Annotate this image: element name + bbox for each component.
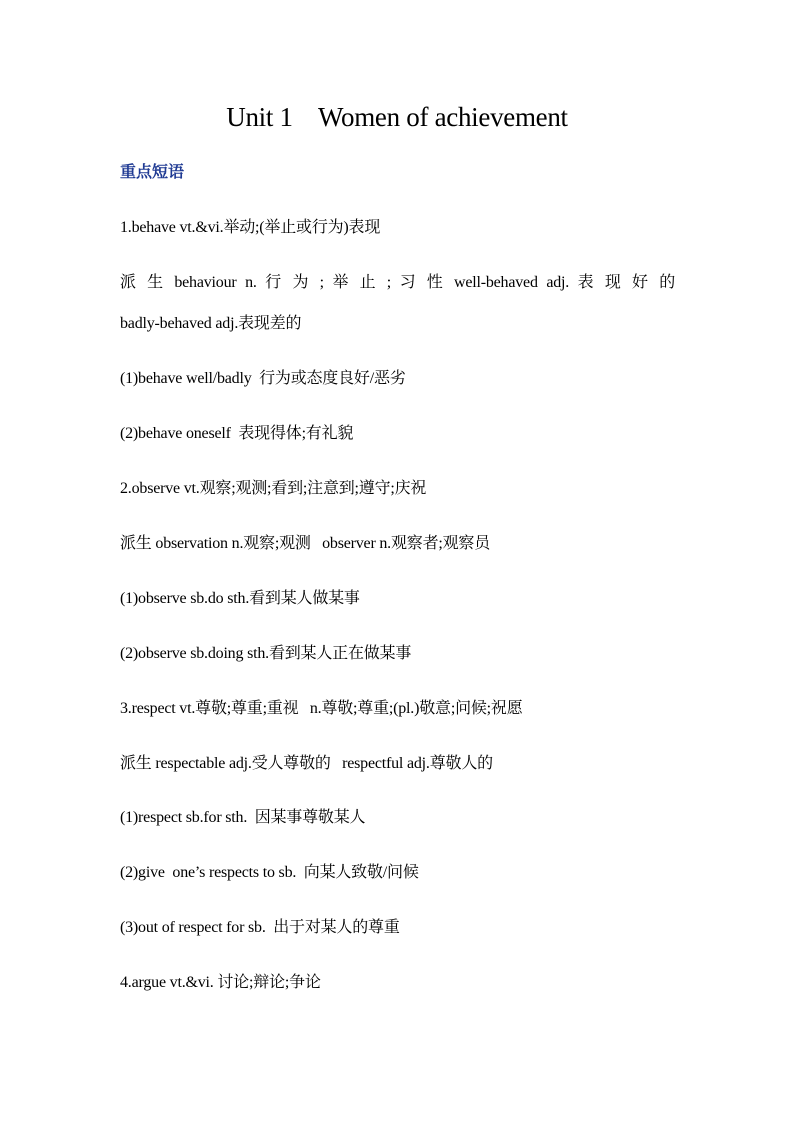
- entry-2-derivatives: 派生 observation n.观察;观测 observer n.观察者;观察员: [120, 535, 491, 552]
- entry-1-derivatives-cont: badly-behaved adj.表现差的: [120, 315, 302, 332]
- entry-3-derivatives: 派生 respectable adj.受人尊敬的 respectful adj.尊敬人的: [120, 755, 493, 772]
- section-heading: 重点短语: [120, 162, 185, 181]
- entry-3-phrase-3: (3)out of respect for sb. 出于对某人的尊重: [120, 919, 400, 936]
- entry-1-headword: 1.behave vt.&vi.举动;(举止或行为)表现: [120, 219, 381, 236]
- entry-1-phrase-1: (1)behave well/badly 行为或态度良好/恶劣: [120, 370, 406, 387]
- entry-2-phrase-1: (1)observe sb.do sth.看到某人做某事: [120, 590, 360, 607]
- entry-3-phrase-1: (1)respect sb.for sth. 因某事尊敬某人: [120, 809, 366, 826]
- entry-2-phrase-2: (2)observe sb.doing sth.看到某人正在做某事: [120, 645, 412, 662]
- entry-3-headword: 3.respect vt.尊敬;尊重;重视 n.尊敬;尊重;(pl.)敬意;问候;祝愿: [120, 700, 523, 717]
- entry-2-headword: 2.observe vt.观察;观测;看到;注意到;遵守;庆祝: [120, 480, 427, 497]
- entry-4-headword: 4.argue vt.&vi. 讨论;辩论;争论: [120, 974, 321, 991]
- page-title: Unit 1 Women of achievement: [226, 102, 568, 132]
- entry-1-phrase-2: (2)behave oneself 表现得体;有礼貌: [120, 425, 354, 442]
- entry-1-derivatives: 派 生 behaviour n. 行 为 ; 举 止 ; 习 性 well-behaved adj. 表 现 好 的: [120, 274, 675, 291]
- entry-3-phrase-2: (2)give one’s respects to sb. 向某人致敬/问候: [120, 864, 419, 881]
